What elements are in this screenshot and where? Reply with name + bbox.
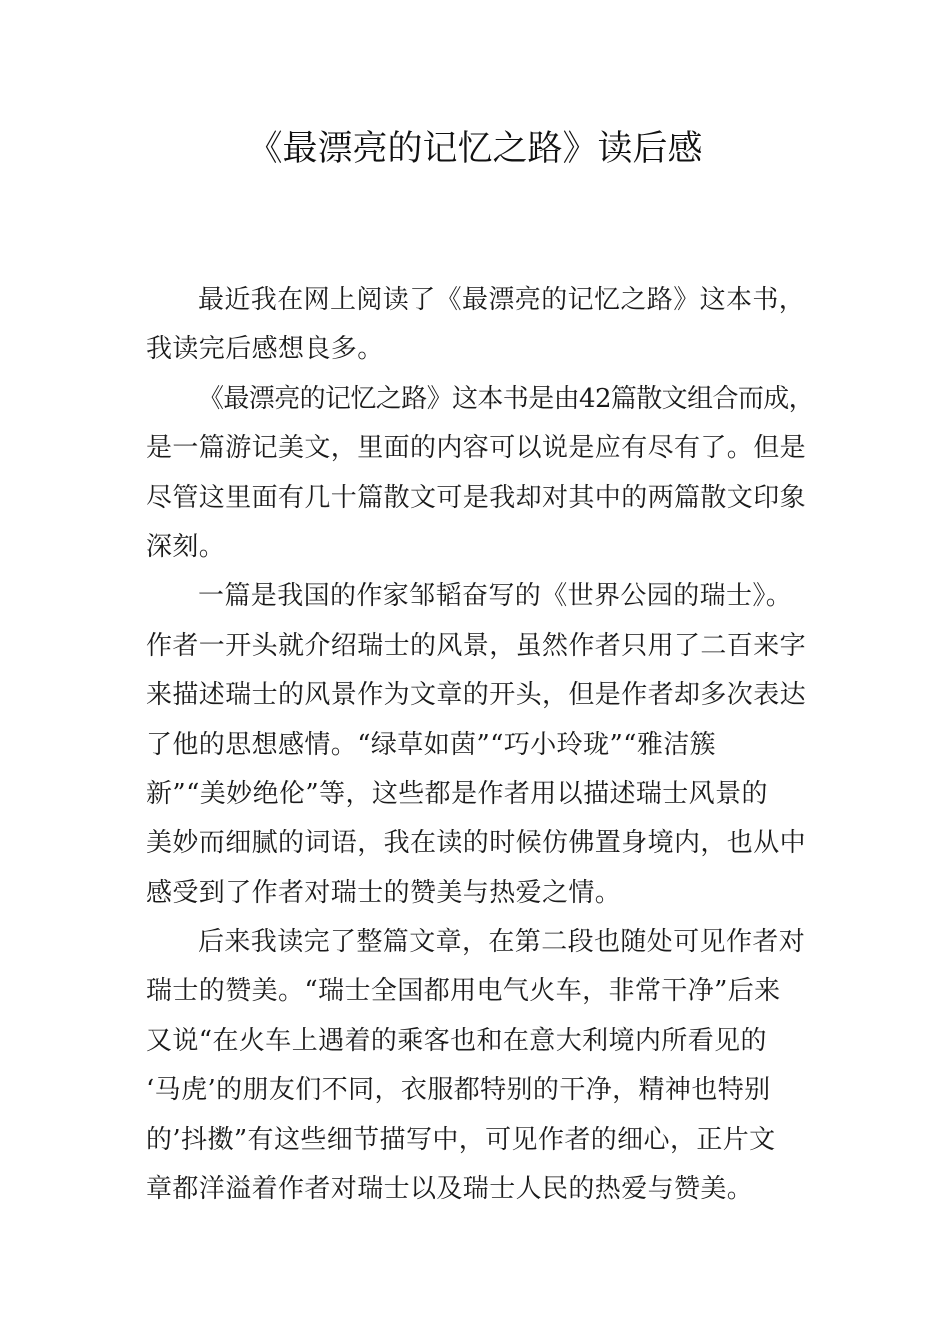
text-line: 一篇是我国的作家邹韬奋写的《世界公园的瑞士》。 [198, 581, 793, 612]
text-line: 后来我读完了整篇文章，在第二段也随处可见作者对 [198, 927, 806, 958]
text-line: 了他的思想感情。“绿草如茵”“巧小玲珑”“雅洁簇 [146, 729, 717, 760]
document-title: 《最漂亮的记忆之路》读后感 [247, 129, 703, 169]
text-line: 章都洋溢着作者对瑞士以及瑞士人民的热爱与赞美。 [146, 1174, 754, 1205]
document-body [146, 276, 816, 1214]
text-line: 是一篇游记美文，里面的内容可以说是应有尽有了。但是 [146, 433, 807, 464]
text-line: 《最漂亮的记忆之路》这本书是由42篇散文组合而成， [198, 383, 815, 414]
text-line: 尽管这里面有几十篇散文可是我却对其中的两篇散文印象 [146, 482, 807, 513]
text-line: 最近我在网上阅读了《最漂亮的记忆之路》这本书， [198, 285, 806, 315]
text-line: 我读完后感想良多。 [146, 334, 384, 365]
text-line: 瑞士的赞美。“瑞士全国都用电气火车，非常干净”后来 [146, 976, 781, 1007]
text-line: 的’抖擞”有这些细节描写中，可见作者的细心，正片文 [146, 1124, 776, 1155]
text-line: 深刻。 [146, 531, 226, 562]
text-line: 又说“在火车上遇着的乘客也和在意大利境内所看见的 [146, 1025, 767, 1056]
text-line: 感受到了作者对瑞士的赞美与热爱之情。 [146, 877, 622, 908]
text-line: ‘马虎’的朋友们不同，衣服都特别的干净，精神也特别 [146, 1075, 771, 1106]
text-line: 美妙而细腻的词语，我在读的时候仿佛置身境内，也从中 [146, 828, 807, 859]
text-line: 新”“美妙绝伦”等，这些都是作者用以描述瑞士风景的 [146, 778, 768, 809]
text-line: 作者一开头就介绍瑞士的风景，虽然作者只用了二百来字 [146, 630, 807, 661]
text-line: 来描述瑞士的风景作为文章的开头，但是作者却多次表达 [146, 680, 807, 711]
